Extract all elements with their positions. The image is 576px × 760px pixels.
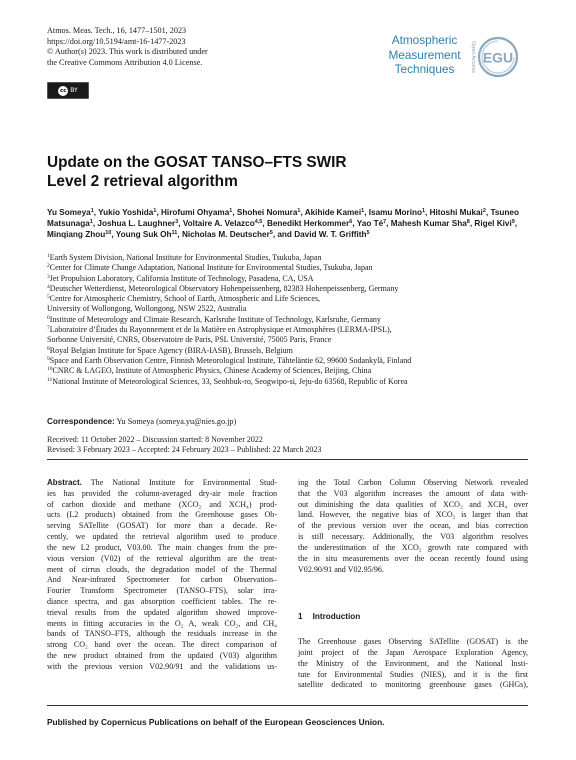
affiliation-text: Centre for Atmospheric Chemistry, School of Earth, Atmospheric and Life Sciences,	[49, 294, 321, 304]
affiliation-text: CNRC & LAGEO, Institute of Atmospheric Physics, Chinese Academy of Sciences, Beijing, China	[52, 366, 372, 376]
author-name: Benedikt Herkommer	[266, 219, 350, 229]
abstract-line	[47, 489, 277, 500]
abstract-line-text: with the previous version V02.90/91 and the validations us-	[47, 661, 277, 671]
abstract-line-text: ies has provided the column-averaged dry-air mole fraction	[47, 488, 277, 498]
abstract-column-right	[298, 478, 528, 575]
affiliation-item	[47, 356, 537, 366]
abstract-line	[47, 651, 277, 662]
abstract-line	[47, 532, 277, 543]
abstract-line-text: ment of cirrus clouds, the degradation model of the Thermal	[47, 564, 277, 574]
affiliation-number: 7	[47, 325, 50, 332]
open-access-label: Open Access	[470, 40, 476, 73]
author-affiliation-mark: 4,5	[254, 219, 263, 226]
abstract-line: ing the Total Carbon Column Observing Network revealed	[298, 478, 528, 487]
author-affiliation-mark: 5	[269, 230, 273, 237]
journal-name	[378, 33, 471, 77]
affiliation-item	[47, 284, 537, 294]
author-affiliation-mark: 11	[171, 230, 178, 237]
journal-name-line: Techniques	[394, 62, 455, 76]
author-name: Yu Someya	[47, 208, 91, 217]
affiliation-number: 3	[47, 273, 50, 280]
correspondence	[47, 417, 236, 426]
author-affiliation-mark: 1	[297, 208, 301, 214]
citation-block	[47, 26, 297, 68]
affiliation-text: Deutscher Wetterdienst, Meteorological Observatory Hohenpeissenberg, 82383 Hohenpeissenberg, Germany	[49, 283, 399, 293]
author-name: Nicholas M. Deutscher	[181, 230, 270, 240]
abstract-line	[47, 619, 277, 630]
abstract-line	[47, 510, 277, 521]
citation-journal-line: Atmos. Meas. Tech., 16, 1477–1501, 2023	[47, 26, 187, 35]
author-affiliation-mark: 1	[90, 208, 94, 214]
abstract-line-text: ucts (L2 products) obtained from the Greenhouse gases Ob-	[47, 510, 277, 520]
introduction-line: The Greenhouse gases Observing SATellite (GOSAT) is the	[298, 637, 528, 647]
affiliation-number: 1	[47, 253, 50, 259]
abstract-column-left	[47, 478, 277, 673]
abstract-line-text: The National Institute for Environmental Stud-	[90, 478, 277, 487]
author-affiliation-mark: 1	[229, 208, 233, 214]
abstract-line-text: bands of TANSO–FTS, although the residuals increase in the	[47, 629, 277, 639]
author-name: Shohei Nomura	[236, 208, 298, 217]
abstract-line-text: serving SATellite (GOSAT) for more than a decade. Re-	[47, 521, 277, 531]
affiliation-item	[47, 315, 537, 325]
affiliation-item	[47, 274, 537, 284]
citation-doi-link[interactable]: https://doi.org/10.5194/amt-16-1477-2023	[47, 36, 186, 46]
abstract-line: out diminishing the data qualities of XCO₂ and XCH₄ over	[298, 499, 528, 509]
abstract-line-text: diance spectra, and gas absorption coefficient tables. The re-	[47, 596, 277, 606]
author-name: Young Suk Oh	[115, 230, 172, 240]
abstract-line	[47, 608, 277, 619]
author-name: Voltaire A. Velazco	[182, 219, 255, 229]
author-affiliation-mark: 1	[153, 208, 157, 214]
author-name: Rigel Kivi	[474, 219, 512, 229]
affiliation-text: Space and Earth Observation Centre, Finnish Meteorological Institute, Tähteläntie 62, 99600 Sodankylä, Finland	[49, 355, 412, 365]
publisher-footer: Published by Copernicus Publications on behalf of the European Geosciences Union.	[47, 717, 385, 727]
author-affiliation-mark: 5	[366, 230, 370, 237]
abstract-line	[47, 629, 277, 640]
affiliation-item	[47, 253, 537, 263]
dates-line: Revised: 3 February 2023 – Accepted: 24 February 2023 – Published: 22 March 2023	[47, 445, 322, 455]
section-title: Introduction	[312, 612, 361, 622]
correspondence-text[interactable]: Yu Someya (someya.yu@nies.go.jp)	[116, 417, 237, 426]
introduction-line: joint project of the Japan Aerospace Exploration Agency,	[298, 647, 528, 657]
section-number: 1	[298, 612, 303, 622]
abstract-line-text: of carbon dioxide and methane (XCO₂ and XCH₄) prod-	[47, 499, 277, 509]
publication-dates	[47, 435, 321, 456]
introduction-line: tute for Environmental Studies (NIES), and it is the first	[298, 669, 528, 679]
cc-icon: cc	[60, 87, 67, 94]
cc-by-label: BY	[70, 87, 78, 94]
author-name: Hitoshi Mukai	[429, 208, 483, 217]
abstract-line: is still necessary. Additionally, the V03 algorithm resolves	[298, 532, 528, 542]
section-heading	[298, 612, 528, 623]
author-name: Akihide Kamei	[304, 208, 362, 217]
right-column	[298, 478, 528, 691]
egu-logo-icon	[477, 35, 519, 79]
abstract-line: the in situ measurements over the ocean recently found using	[298, 553, 528, 563]
author-affiliation-mark: 1	[361, 208, 365, 214]
author-name: Joshua L. Laughner	[97, 219, 176, 229]
affiliation-item	[47, 304, 537, 314]
abstract-line-text: Fourier Transform Spectrometer (TANSO–FTS), solar irra-	[47, 586, 277, 596]
affiliation-item	[47, 377, 537, 387]
author-name: Yao Té	[356, 219, 384, 229]
introduction-text	[298, 637, 528, 691]
abstract-line	[47, 640, 277, 651]
abstract-line: of the previous version over the ocean, and bias correction	[298, 521, 528, 531]
abstract-line	[47, 500, 277, 511]
affiliation-item	[47, 366, 537, 376]
affiliation-number: 9	[47, 355, 50, 362]
affiliation-item	[47, 263, 537, 273]
author-affiliation-mark: 2	[482, 208, 486, 214]
affiliation-number: 10	[47, 366, 53, 373]
author-list: Yu Someya$^1$, Yukio Yoshida$^1$, Hirofumi Ohyama$^1$, Shohei Nomura$^1$, Akihide Kamei$^1$, Isamu Morino$^1$, Hitoshi Mukai$^2$, Tsuneo Matsunaga$^1$, Joshua L. Laughner$^3$, Voltaire A. Velazco$^{4,5}$, Benedikt Herkommer$^6$, Yao $Té^7$, Mahesh Kumar Sha$^8$, Rigel Kivi$^9$, Minqiang Zhou$^{10}$, Young Suk Oh$^{11}$, Nicholas M. Deutscher$^5$, and David W. T. Griffith$^5$	[47, 208, 519, 240]
paper-title	[47, 154, 527, 191]
author-name: Yukio Yoshida	[98, 208, 154, 217]
affiliation-item	[47, 325, 537, 335]
affiliation-number: 11	[47, 376, 53, 383]
affiliation-text: Center for Climate Change Adaptation, National Institute for Environmental Studies, Tsukuba, Japan	[49, 263, 373, 273]
author-affiliation-mark: 3	[175, 219, 179, 226]
abstract-line	[47, 586, 277, 597]
dates-line: Received: 11 October 2022 – Discussion started: 8 November 2022	[47, 435, 263, 444]
affiliation-number: 8	[47, 345, 50, 352]
journal-name-line: Atmospheric	[391, 33, 458, 47]
introduction-line: the Ministry of the Environment, and the National Insti-	[298, 658, 528, 668]
affiliation-number: 4	[47, 283, 50, 290]
abstract-line: the underestimation of the XCO₂ growth rate compared with	[298, 542, 528, 552]
author-name: Minqiang Zhou	[47, 230, 106, 240]
abstract-line	[47, 662, 277, 673]
affiliation-number: 5	[47, 294, 50, 301]
abstract-line: land. However, the negative bias of XCO₂ is larger than that	[298, 510, 528, 520]
author-affiliation-mark: 1	[421, 208, 426, 214]
affiliation-list	[47, 253, 537, 387]
author-affiliation-mark: 7	[383, 219, 387, 226]
author-affiliation-mark: 6	[349, 219, 353, 226]
affiliation-item	[47, 294, 537, 304]
affiliation-text: Laboratoire d’Études du Rayonnement et de la Matière en Astrophysique et Atmosphères (LERMA-IPSL),	[49, 325, 392, 335]
egu-logo-text: EGU	[482, 49, 514, 66]
affiliation-number: 2	[47, 263, 50, 270]
abstract-line: that the V03 algorithm increases the amount of data with-	[298, 488, 528, 498]
author-name: David W. T. Griffith	[294, 230, 367, 240]
footer-divider	[47, 705, 528, 706]
abstract-label: Abstract.	[47, 478, 82, 487]
affiliation-number: 6	[47, 314, 50, 321]
author-affiliation-mark: 9	[511, 219, 515, 226]
affiliation-text: Sorbonne Université, CNRS, Observatoire de Paris, PSL Université, 75005 Paris, France	[47, 335, 332, 345]
affiliation-text: Jet Propulsion Laboratory, California Institute of Technology, Pasadena, CA, USA	[49, 273, 314, 283]
author-name: Hirofumi Ohyama	[161, 208, 230, 217]
author-affiliation-mark: 10	[105, 230, 112, 237]
abstract-line-text: the new product obtained from the updated (V03) algorithm	[47, 651, 277, 660]
abstract-line	[47, 554, 277, 565]
abstract-line	[47, 478, 277, 489]
abstract-line: V02.90/91 and V02.95/96.	[298, 564, 384, 574]
abstract-line	[47, 597, 277, 608]
abstract-line-text: cently, we updated the retrieval algorithm used to produce	[47, 532, 277, 542]
abstract-line-text: vious version (V02) of the retrieval algorithm are the treat-	[47, 553, 277, 563]
divider	[47, 459, 528, 460]
cc-by-license-badge[interactable]	[47, 82, 89, 99]
abstract-line	[47, 575, 277, 586]
correspondence-label: Correspondence:	[47, 417, 115, 426]
title-line: Level 2 retrieval algorithm	[47, 172, 238, 190]
affiliation-text: National Institute of Meteorological Sciences, 33, Seohbuk-ro, Seogwipo-si, Jeju-do 63568, Republic of Korea	[52, 376, 408, 386]
abstract-line	[47, 543, 277, 554]
abstract-line-text: And Near-infrared Spectrometer for carbon Observation–	[47, 575, 277, 585]
citation-copyright-line: © Author(s) 2023. This work is distributed under	[47, 47, 208, 57]
author-name: Isamu Morino	[368, 208, 422, 217]
abstract-line-text: trieval results from the updated algorithm showed improve-	[47, 607, 277, 617]
author-affiliation-mark: 8	[466, 219, 470, 226]
affiliation-item	[47, 335, 537, 345]
affiliation-text: Institute of Meteorology and Climate Research, Karlsruhe Institute of Technology, Karlsruhe, Germany	[49, 314, 381, 324]
affiliation-text: Royal Belgian Institute for Space Agency (BIRA-IASB), Brussels, Belgium	[49, 345, 293, 355]
author-name: Tsuneo Matsunaga	[47, 208, 519, 229]
abstract-line-text: the new L2 product, V03.00. The main changes from the pre-	[47, 542, 277, 552]
introduction-line: satellite dedicated to monitoring greenhouse gases (GHGs),	[298, 680, 528, 690]
citation-license-line: the Creative Commons Attribution 4.0 License.	[47, 57, 203, 67]
title-line: Update on the GOSAT TANSO–FTS SWIR	[47, 154, 347, 171]
journal-name-line: Measurement	[388, 47, 461, 62]
abstract-line-text: strong CO₂ band over the ocean. The direct comparison of	[47, 640, 277, 650]
abstract-line-text: ments in fitting accuracies in the O₂ A, weak CO₂, and CH₄	[47, 618, 277, 628]
abstract-line	[47, 565, 277, 576]
affiliation-item	[47, 346, 537, 356]
affiliation-text: Earth System Division, National Institute for Environmental Studies, Tsukuba, Japan	[49, 253, 322, 262]
author-affiliation-mark: 1	[89, 219, 93, 226]
author-name: Mahesh Kumar Sha	[390, 219, 467, 229]
affiliation-text: University of Wollongong, Wollongong, NSW 2522, Australia	[47, 304, 247, 314]
abstract-line	[47, 521, 277, 532]
